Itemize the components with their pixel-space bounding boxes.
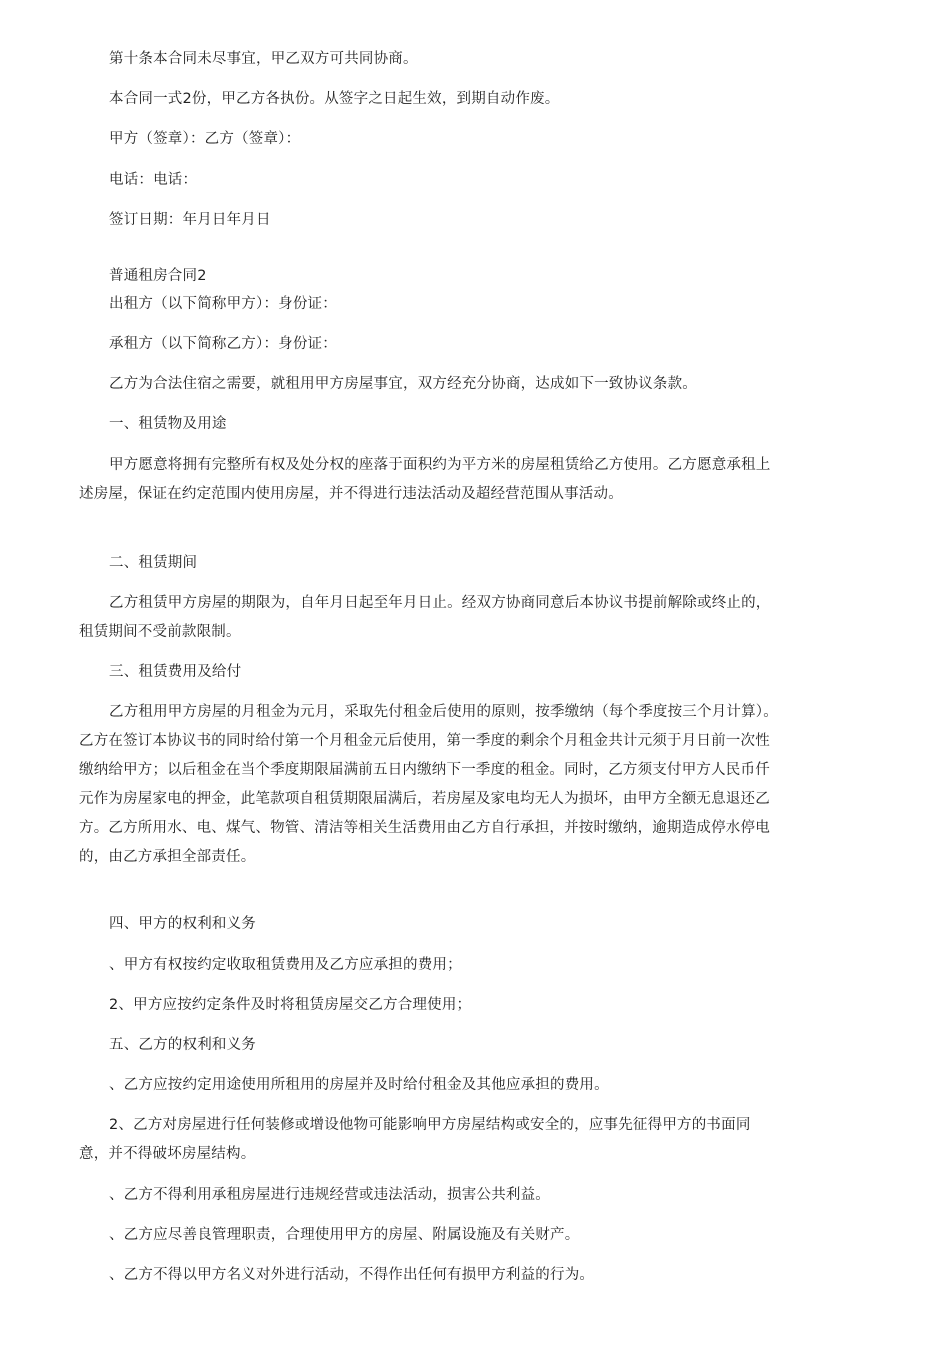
section-5-item-4: 、乙方应尽善良管理职责，合理使用甲方的房屋、附属设施及有关财产。: [109, 1227, 580, 1243]
section-4-heading: 四、甲方的权利和义务: [109, 916, 256, 932]
signing-date-line: 签订日期：年月日年月日: [109, 212, 271, 228]
intro-paragraph: 乙方为合法住宿之需要，就租用甲方房屋事宜，双方经充分协商，达成如下一致协议条款。: [109, 376, 697, 392]
section-2-body: 乙方租赁甲方房屋的期限为，自年月日起至年月日止。经双方协商同意后本协议书提前解除或终止的，租赁期间不受前款限制。: [79, 595, 771, 640]
copies-clause: 本合同一式2份，甲乙方各执份。从签字之日起生效，到期自动作废。: [109, 91, 560, 107]
section-1-body: 甲方愿意将拥有完整所有权及处分权的座落于面积约为平方米的房屋租赁给乙方使用。乙方愿意承租上述房屋，保证在约定范围内使用房屋，并不得进行违法活动及超经营范围从事活动。: [79, 457, 771, 502]
contract-title: 普通租房合同2: [109, 268, 207, 284]
signature-line: 甲方（签章）：乙方（签章）：: [109, 131, 301, 147]
lessor-line: 出租方（以下简称甲方）：身份证：: [109, 296, 337, 312]
section-4-item-1: 、甲方有权按约定收取租赁费用及乙方应承担的费用；: [109, 957, 462, 973]
section-3-heading: 三、租赁费用及给付: [109, 664, 242, 680]
section-4-item-2: 2、甲方应按约定条件及时将租赁房屋交乙方合理使用；: [109, 997, 472, 1013]
phone-line: 电话：电话：: [109, 172, 198, 188]
section-2-heading: 二、租赁期间: [109, 555, 198, 571]
clause-10: 第十条本合同未尽事宜，甲乙双方可共同协商。: [109, 51, 418, 67]
section-5-item-3: 、乙方不得利用承租房屋进行违规经营或违法活动，损害公共利益。: [109, 1187, 550, 1203]
section-5-item-5: 、乙方不得以甲方名义对外进行活动，不得作出任何有损甲方利益的行为。: [109, 1267, 595, 1283]
section-3-body: 乙方租用甲方房屋的月租金为元月，采取先付租金后使用的原则，按季缴纳（每个季度按三个月计算）。乙方在签订本协议书的同时给付第一个月租金元后使用，第一季度的剩余个月租金共计元须于月日前一次性缴纳给甲方；以后租金在当个季度期限届满前五日内缴纳下一季度的租金。同时，乙方须支付甲方人民币仟元作为房屋家电的押金，此笔款项自租赁期限届满后，若房屋及家电均无人为损坏，由甲方全额无息退还乙方。乙方所用水、电、煤气、物管、清洁等相关生活费用由乙方自行承担，并按时缴纳，逾期造成停水停电的，由乙方承担全部责任。: [79, 704, 778, 865]
section-5-heading: 五、乙方的权利和义务: [109, 1037, 256, 1053]
lessee-line: 承租方（以下简称乙方）：身份证：: [109, 336, 337, 352]
section-5-item-1: 、乙方应按约定用途使用所租用的房屋并及时给付租金及其他应承担的费用。: [109, 1077, 609, 1093]
section-5-item-2: 2、乙方对房屋进行任何装修或增设他物可能影响甲方房屋结构或安全的，应事先征得甲方的书面同意，并不得破坏房屋结构。: [79, 1117, 751, 1162]
section-1-heading: 一、租赁物及用途: [109, 416, 227, 432]
